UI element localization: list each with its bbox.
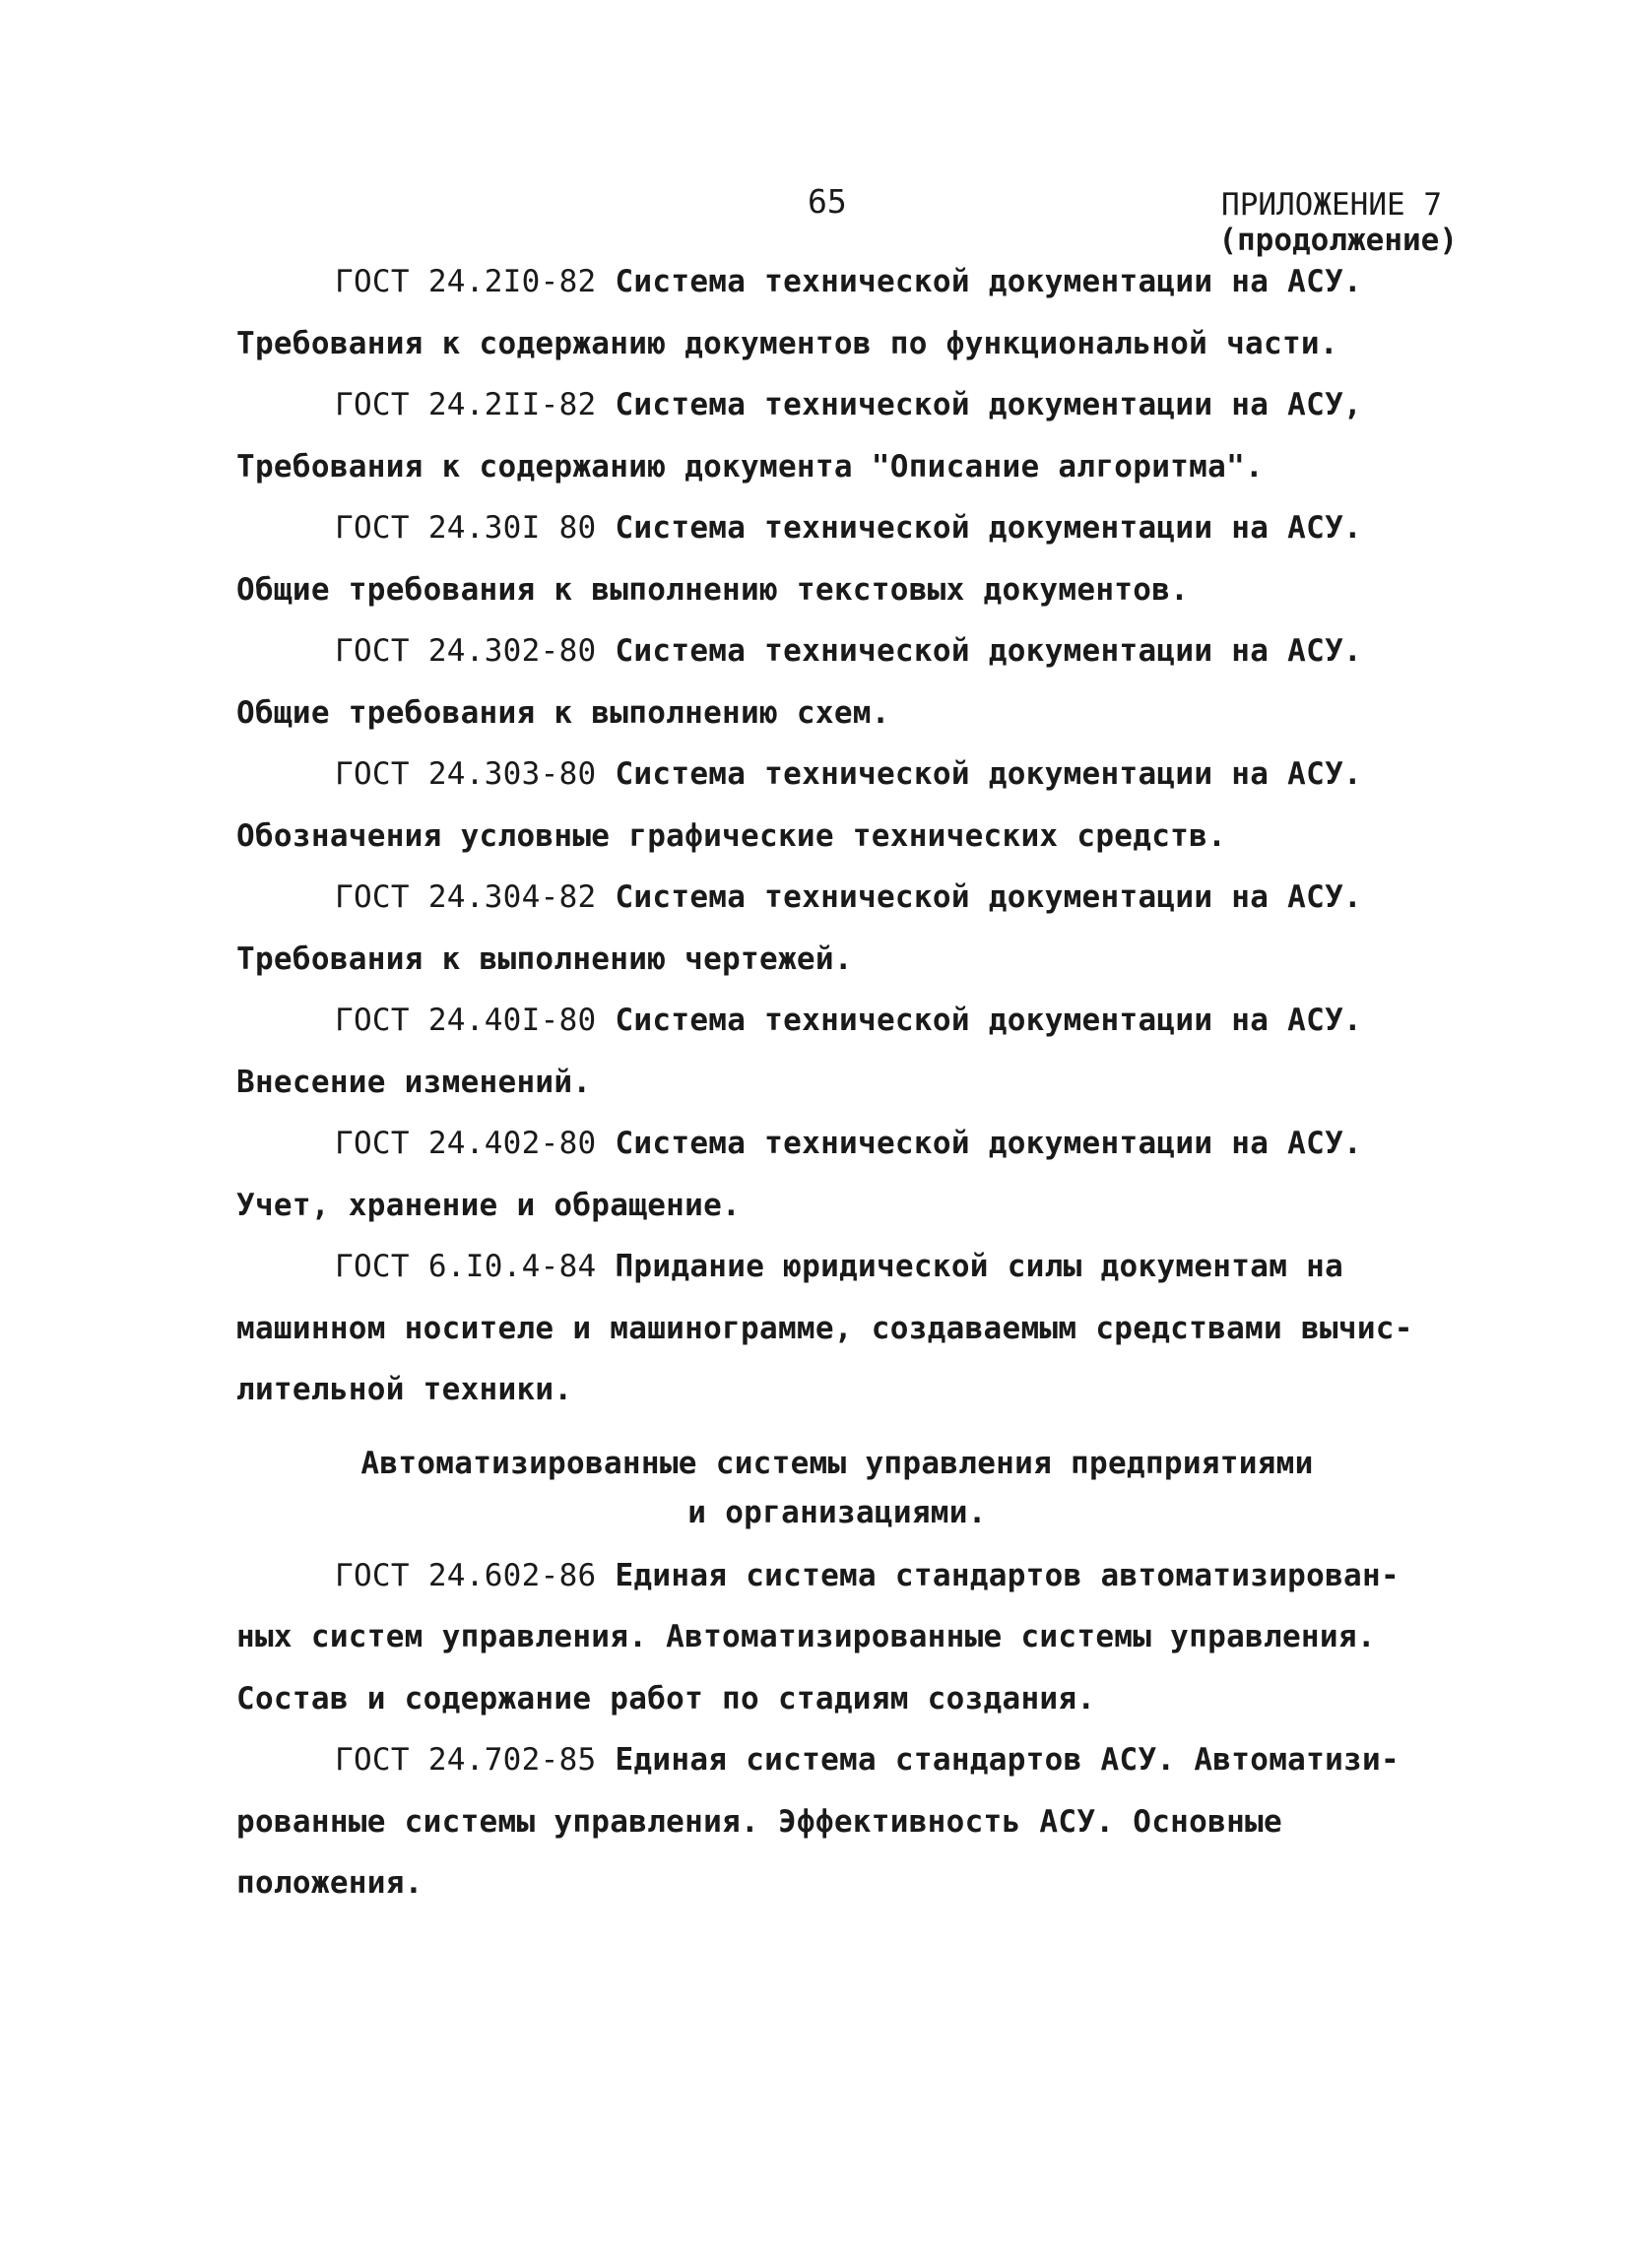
standard-entry [236, 744, 1448, 806]
page-number: 65 [808, 182, 847, 221]
standard-title: Система технической документации на АСУ. [615, 510, 1363, 546]
standard-title: Система технической документации на АСУ. [615, 756, 1363, 792]
standard-entry [236, 990, 1448, 1052]
standard-code: ГОСТ 6.I0.4-84 [335, 1249, 597, 1284]
standard-entry [236, 1113, 1448, 1175]
standard-title: Единая система стандартов АСУ. Автоматизи- [615, 1742, 1400, 1778]
standard-title: Система технической документации на АСУ. [615, 1003, 1363, 1038]
standard-code: ГОСТ 24.304-82 [335, 879, 597, 915]
standard-continuation: положения. [236, 1865, 424, 1901]
standard-continuation: лительной техники. [236, 1372, 573, 1407]
standard-continuation: Общие требования к выполнению схем. [236, 694, 890, 731]
standard-continuation: Учет, хранение и обращение. [236, 1187, 742, 1223]
standard-code: ГОСТ 24.30I 80 [335, 510, 597, 546]
standard-continuation: Требования к выполнению чертежей. [236, 940, 853, 977]
standard-code: ГОСТ 24.702-85 [335, 1742, 597, 1778]
standard-title: Единая система стандартов автоматизирован- [615, 1557, 1400, 1593]
standard-entry [236, 1729, 1448, 1791]
standard-continuation: Обозначения условные графические технических средств. [236, 817, 1227, 854]
standard-continuation: Состав и содержание работ по стадиям создания. [236, 1680, 1096, 1717]
standard-continuation: ных систем управления. Автоматизированные системы управления. [236, 1619, 1376, 1654]
standard-entry [236, 497, 1448, 559]
standard-entry [236, 251, 1448, 313]
standard-title: Придание юридической силы документам на [615, 1249, 1344, 1284]
standard-entry [236, 867, 1448, 929]
standard-continuation: Внесение изменений. [236, 1064, 592, 1100]
standard-code: ГОСТ 24.302-80 [335, 633, 597, 669]
standard-title: Система технической документации на АСУ. [615, 633, 1363, 669]
standard-continuation: Требования к содержанию документа "Описание алгоритма". [236, 448, 1264, 485]
standard-title: Система технической документации на АСУ. [615, 879, 1363, 915]
section-heading-line: Автоматизированные системы управления предприятиями [360, 1445, 1314, 1481]
standard-continuation: машинном носителе и машинограмме, создаваемым средствами вычис- [236, 1310, 1413, 1346]
standard-code: ГОСТ 24.303-80 [335, 756, 597, 792]
section-heading-line: и организациями. [687, 1494, 987, 1530]
standard-continuation: Требования к содержанию документов по функциональной части. [236, 325, 1338, 361]
standard-code: ГОСТ 24.602-86 [335, 1557, 597, 1593]
standard-title: Система технической документации на АСУ, [615, 387, 1363, 422]
standard-code: ГОСТ 24.2I0-82 [335, 264, 597, 299]
standard-code: ГОСТ 24.40I-80 [335, 1003, 597, 1038]
appendix-subtitle: (продолжение) [1218, 223, 1458, 258]
standard-entry [236, 374, 1448, 436]
standard-entry [236, 1236, 1448, 1298]
standard-title: Система технической документации на АСУ. [615, 264, 1363, 299]
standard-code: ГОСТ 24.402-80 [335, 1126, 597, 1161]
standard-continuation: Общие требования к выполнению текстовых документов. [236, 571, 1190, 608]
section-heading [236, 1439, 1438, 1537]
standard-entry [236, 1545, 1448, 1607]
appendix-title: ПРИЛОЖЕНИЕ 7 [1221, 187, 1442, 223]
standard-continuation: рованные системы управления. Эффективность АСУ. Основные [236, 1803, 1282, 1840]
standard-entry [236, 620, 1448, 682]
standard-code: ГОСТ 24.2II-82 [335, 387, 597, 422]
appendix-label [1162, 187, 1458, 258]
standard-title: Система технической документации на АСУ. [615, 1126, 1363, 1161]
standards-list [236, 251, 1448, 1914]
